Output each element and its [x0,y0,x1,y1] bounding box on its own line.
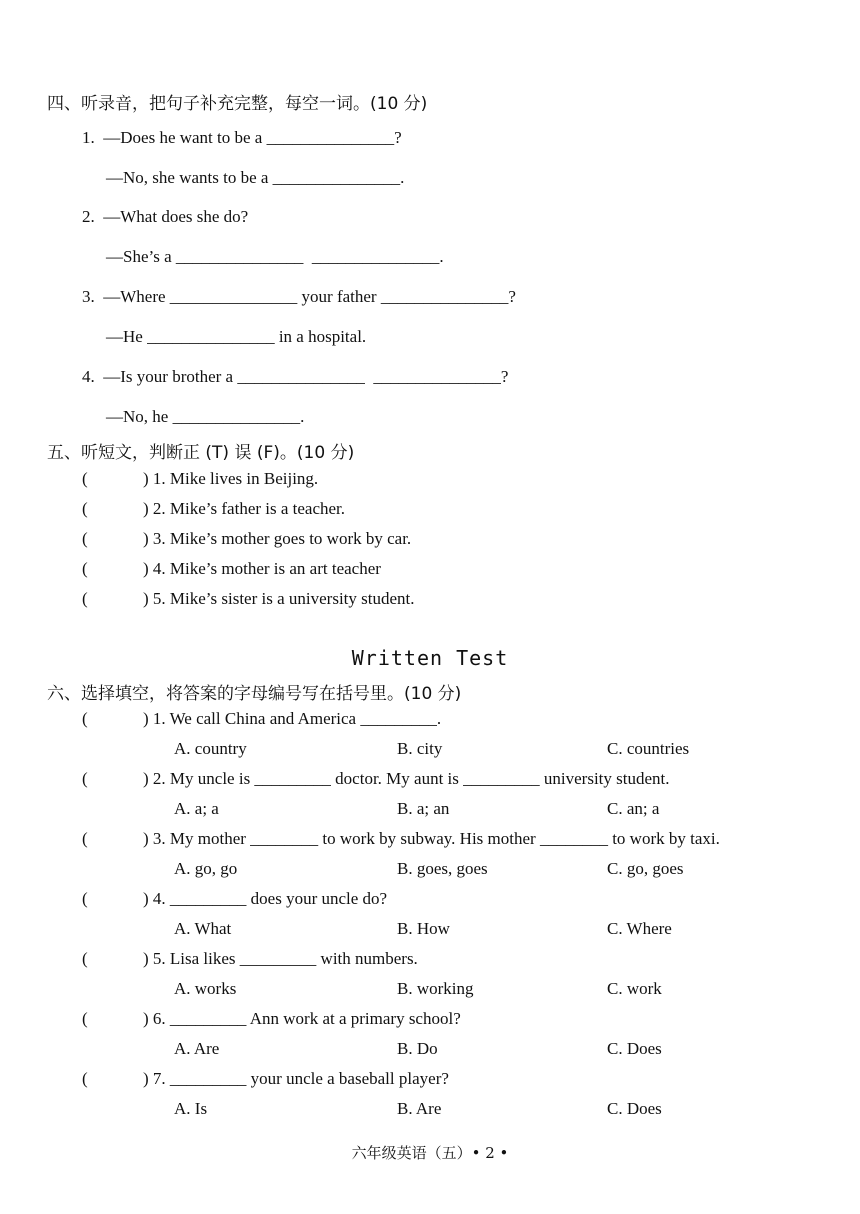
page-footer: 六年级英语（五）• 2 • [351,1144,509,1162]
s6-q7-option-c: C. Does [607,1099,662,1118]
s6-q7-option-b: B. Are [397,1099,442,1118]
s6-q6-option-b: B. Do [397,1039,438,1058]
s4-line-5: 3. —Where _______________ your father _______________? [82,287,516,306]
s6-q1-option-b: B. city [397,739,443,758]
s5-item-4-text: ) 4. Mike’s mother is an art teacher [143,559,381,578]
s4-line-3: 2. —What does she do? [82,207,249,226]
s4-line-2: —No, she wants to be a _______________. [106,168,405,187]
s6-q4-paren: ( [82,889,88,908]
s6-q2-paren: ( [82,769,88,788]
section-4-heading: 四、听录音，把句子补充完整，每空一词。(10 分) [47,94,428,114]
s6-q4-option-a: A. What [174,919,232,938]
s6-q4-option-b: B. How [397,919,450,938]
s6-q6-paren: ( [82,1009,88,1028]
s4-line-1: 1. —Does he want to be a _______________? [82,128,402,147]
s4-line-4: —She’s a _______________ _______________. [106,247,444,266]
s6-q7-option-a: A. Is [174,1099,208,1118]
s5-item-1-paren: ( [82,469,88,488]
s6-q3-option-b: B. goes, goes [397,859,488,878]
s5-item-2-paren: ( [82,499,88,518]
s5-item-1-text: ) 1. Mike lives in Beijing. [143,469,319,488]
s6-q6-stem: ) 6. _________ Ann work at a primary school? [143,1009,461,1028]
s4-line-8: —No, he _______________. [106,407,305,426]
s6-q4-stem: ) 4. _________ does your uncle do? [143,889,388,908]
s5-item-3-text: ) 3. Mike’s mother goes to work by car. [143,529,412,548]
s6-q5-option-a: A. works [174,979,237,998]
section-5-heading: 五、听短文，判断正 (T) 误 (F)。(10 分) [47,443,355,463]
s6-q5-paren: ( [82,949,88,968]
s6-q7-stem: ) 7. _________ your uncle a baseball player? [143,1069,449,1088]
s6-q2-option-a: A. a; a [174,799,219,818]
s6-q4-option-c: C. Where [607,919,672,938]
s6-q5-option-b: B. working [397,979,474,998]
s6-q3-option-a: A. go, go [174,859,238,878]
s6-q1-paren: ( [82,709,88,728]
s4-line-7: 4. —Is your brother a _______________ _______________? [82,367,509,386]
s5-item-5-paren: ( [82,589,88,608]
s5-item-4-paren: ( [82,559,88,578]
s6-q1-option-a: A. country [174,739,247,758]
s6-q1-stem: ) 1. We call China and America _________. [143,709,442,728]
s5-item-5-text: ) 5. Mike’s sister is a university student. [143,589,415,608]
s5-item-3-paren: ( [82,529,88,548]
s6-q6-option-a: A. Are [174,1039,220,1058]
s6-q2-stem: ) 2. My uncle is _________ doctor. My aunt is _________ university student. [143,769,670,788]
s6-q3-stem: ) 3. My mother ________ to work by subway. His mother ________ to work by taxi. [143,829,720,848]
s6-q5-stem: ) 5. Lisa likes _________ with numbers. [143,949,418,968]
s6-q1-option-c: C. countries [607,739,690,758]
written-test-title: Written Test [351,646,509,670]
s6-q2-option-b: B. a; an [397,799,450,818]
s6-q6-option-c: C. Does [607,1039,662,1058]
s6-q5-option-c: C. work [607,979,662,998]
s6-q3-option-c: C. go, goes [607,859,684,878]
s5-item-2-text: ) 2. Mike’s father is a teacher. [143,499,346,518]
section-6-heading: 六、选择填空，将答案的字母编号写在括号里。(10 分) [47,684,462,704]
s6-q7-paren: ( [82,1069,88,1088]
s4-line-6: —He _______________ in a hospital. [106,327,367,346]
s6-q2-option-c: C. an; a [607,799,660,818]
s6-q3-paren: ( [82,829,88,848]
